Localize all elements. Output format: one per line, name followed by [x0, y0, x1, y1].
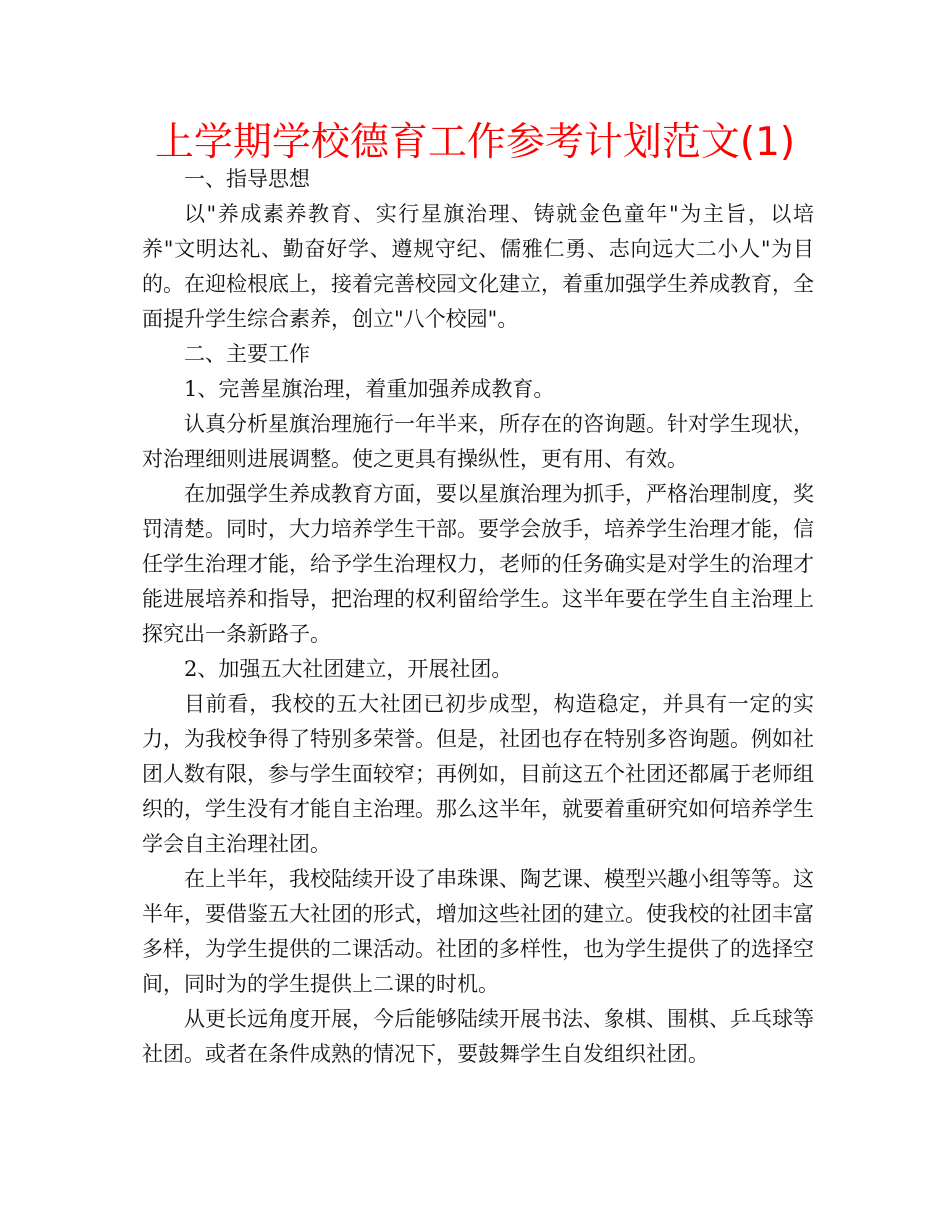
paragraph: 从更长远角度开展，今后能够陆续开展书法、象棋、围棋、乒乓球等社团。或者在条件成熟的情况下，要鼓舞学生自发组织社团。	[142, 1007, 814, 1066]
document-body	[142, 162, 814, 1072]
paragraph: 目前看，我校的五大社团已初步成型，构造稳定，并具有一定的实力，为我校争得了特别多荣誉。但是，社团也存在特别多咨询题。例如社团人数有限，参与学生面较窄；再例如，目前这五个社团还都属于老师组织的，学生没有才能自主治理。那么这半年，就要着重研究如何培养学生学会自主治理社团。	[142, 692, 814, 856]
paragraph: 在加强学生养成教育方面，要以星旗治理为抓手，严格治理制度，奖罚清楚。同时，大力培养学生干部。要学会放手，培养学生治理才能，信任学生治理才能，给予学生治理权力，老师的任务确实是对学生的治理才能进展培养和指导，把治理的权利留给学生。这半年要在学生自主治理上探究出一条新路子。	[142, 482, 814, 646]
section-heading-main-work: 二、主要工作	[184, 342, 310, 366]
paragraph: 在上半年，我校陆续开设了串珠课、陶艺课、模型兴趣小组等等。这半年，要借鉴五大社团的形式，增加这些社团的建立。使我校的社团丰富多样，为学生提供的二课活动。社团的多样性，也为学生提供了的选择空间，同时为的学生提供上二课的时机。	[142, 867, 814, 996]
subheading-five-clubs: 2、加强五大社团建立，开展社团。	[184, 657, 513, 681]
subheading-star-flag-management: 1、完善星旗治理，着重加强养成教育。	[184, 377, 555, 401]
paragraph: 认真分析星旗治理施行一年半来，所存在的咨询题。针对学生现状，对治理细则进展调整。使之更具有操纵性，更有用、有效。	[142, 412, 814, 471]
paragraph: 以"养成素养教育、实行星旗治理、铸就金色童年"为主旨，以培养"文明达礼、勤奋好学、遵规守纪、儒雅仁勇、志向远大二小人"为目的。在迎检根底上，接着完善校园文化建立，着重加强学生养成教育，全面提升学生综合素养，创立"八个校园"。	[142, 202, 814, 331]
section-heading-guiding-thought: 一、指导思想	[184, 167, 310, 191]
document-title: 上学期学校德育工作参考计划范文(1)	[154, 120, 796, 165]
